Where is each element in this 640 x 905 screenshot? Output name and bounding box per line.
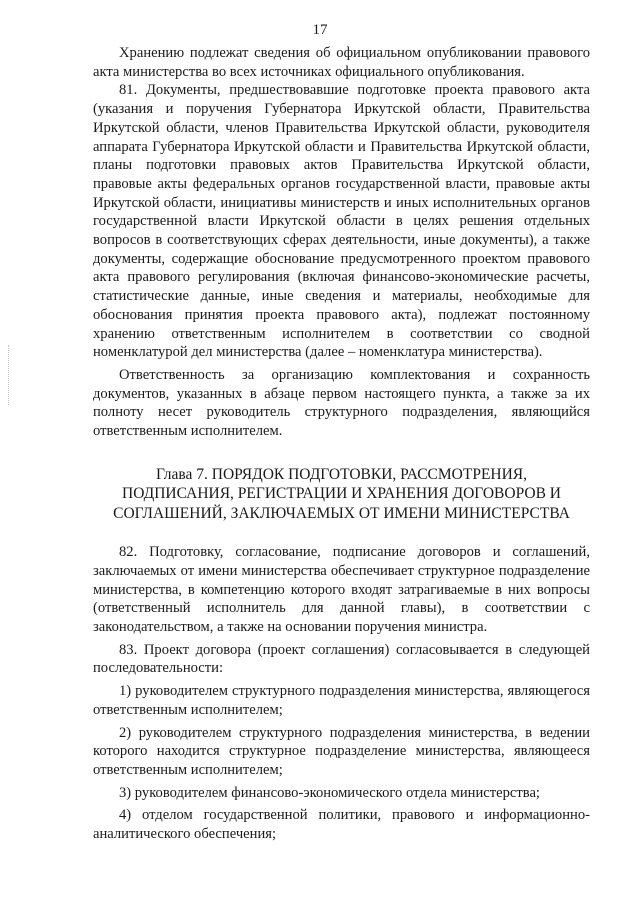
document-body xyxy=(93,44,590,848)
paragraph-publication-storage: Хранению подлежат сведения об официальном опубликовании правового акта министерства во всех источниках официального опубликования. xyxy=(93,45,590,80)
page-number: 17 xyxy=(312,22,328,38)
list-item: 1) руководителем структурного подразделения министерства, являющегося ответственным исполнителем; xyxy=(93,683,590,718)
list-item: 4) отделом государственной политики, правового и информационно-аналитического обеспечения; xyxy=(93,807,590,843)
paragraph-81: 81. Документы, предшествовавшие подготовке проекта правового акта (указания и поручения Губернатора Иркутской области, Правительства Иркутской области, членов Правительства Иркутской области, руководителя аппарата Губернатора Иркутской области и Правительства Иркутской области, планы подготовки правовых актов Правительства Иркутской области, правовые акты федеральных органов государственной власти, правовые акты Иркутской области, инициативы министерств и иных исполнительных органов государственной власти Иркутской области в целях решения отдельных вопросов в соответствующих сферах деятельности, иные документы), а также документы, содержащие обоснование предусмотренного проектом правового акта правового регулирования (включая финансово-экономические расчеты, статистические данные, иные сведения и материалы, необходимые для обоснования принятия проекта правового акта), подлежат постоянному хранению ответственным исполнителем в соответствии со сводной номенклатурой дел министерства (далее – номенклатура министерства). xyxy=(93,82,590,361)
list-item: 3) руководителем финансово-экономического отдела министерства; xyxy=(119,784,540,801)
paragraph-82: 82. Подготовку, согласование, подписание договоров и соглашений, заключаемых от имени министерства обеспечивает структурное подразделение министерства, в компетенцию которого входят затрагиваемые в них вопросы (ответственный исполнитель для данной главы), в соответствии с законодательством, а также на основании поручения министра. xyxy=(93,544,590,636)
paragraph-responsibility: Ответственность за организацию комплектования и сохранность документов, указанных в абзаце первом настоящего пункта, а также за их полноту несет руководитель структурного подразделения, являющийся ответственным исполнителем. xyxy=(93,366,590,440)
margin-mark xyxy=(8,345,11,405)
chapter-title: Глава 7. ПОРЯДОК ПОДГОТОВКИ, РАССМОТРЕНИЯ, ПОДПИСАНИЯ, РЕГИСТРАЦИИ И ХРАНЕНИЯ ДОГОВОРОВ И СОГЛАШЕНИЙ, ЗАКЛЮЧАЕМЫХ ОТ ИМЕНИ МИНИСТЕРСТВА xyxy=(113,465,570,522)
approval-list xyxy=(93,682,590,844)
list-item: 2) руководителем структурного подразделения министерства, в ведении которого находится структурное подразделение министерства, являющееся ответственным исполнителем; xyxy=(93,724,590,778)
paragraph-83: 83. Проект договора (проект соглашения) согласовывается в следующей последовательности: xyxy=(93,641,590,677)
